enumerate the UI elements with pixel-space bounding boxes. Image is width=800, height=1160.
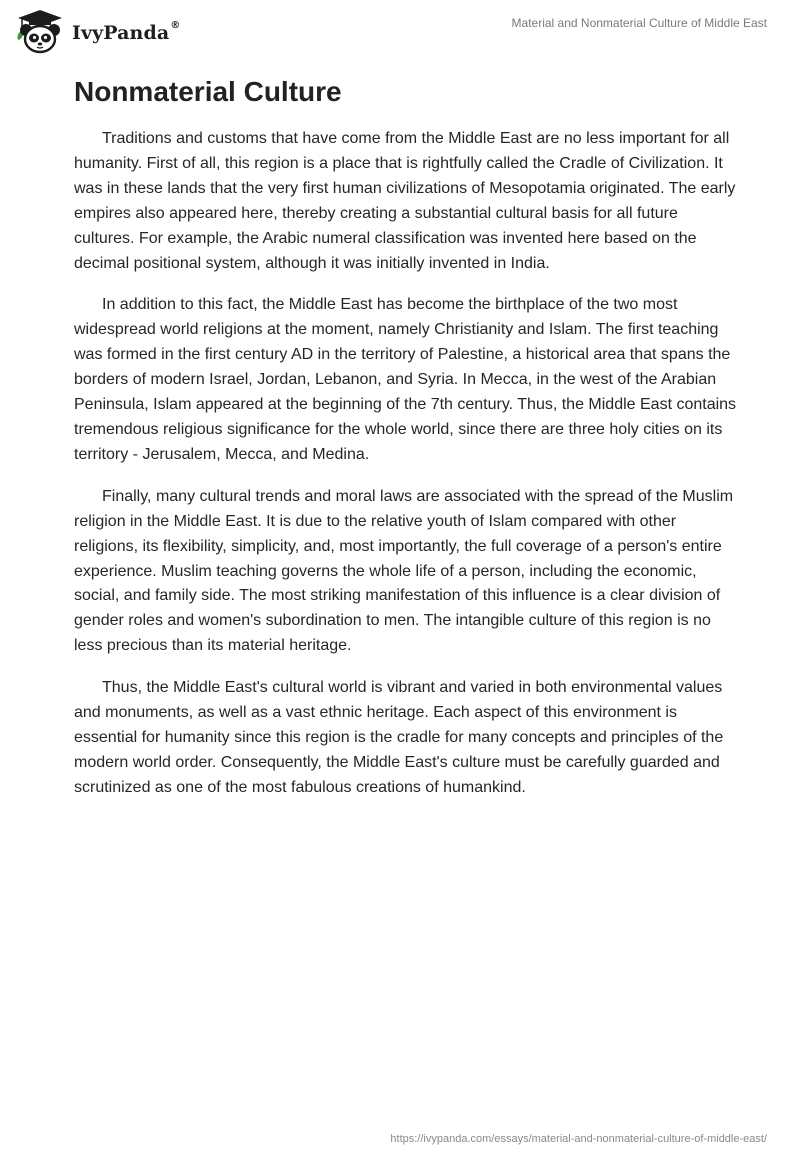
section-heading: Nonmaterial Culture	[74, 76, 342, 107]
document-title: Material and Nonmaterial Culture of Middle East	[511, 16, 767, 30]
panda-graduate-icon	[14, 8, 66, 56]
registered-mark: ®	[170, 20, 181, 31]
paragraph-4: Thus, the Middle East's cultural world is vibrant and varied in both environmental values and monuments, as well as a vast ethnic heritage. Each aspect of this environment is essential for humanity since this region is the cradle for many concepts and principles of the modern world order. Consequently, the Middle East's culture must be carefully guarded and scrutinized as one of the most fabulous creations of humankind.	[74, 679, 724, 796]
brand-name: IvyPanda®	[72, 20, 181, 44]
paragraph-1: Traditions and customs that have come from the Middle East are no less important for all humanity. First of all, this region is a place that is rightfully called the Cradle of Civilization. It was in these lands that the very first human civilizations of Mesopotamia originated. The early empires also appeared here, thereby creating a substantial cultural basis for all future cultures. For example, the Arabic numeral classification was invented here based on the decimal positional system, although it was initially invented in India.	[74, 130, 736, 272]
paragraph-2: In addition to this fact, the Middle East has become the birthplace of the two most widespread world religions at the moment, namely Christianity and Islam. The first teaching was formed in the first century AD in the territory of Palestine, a historical area that spans the borders of modern Israel, Jordan, Lebanon, and Syria. In Mecca, in the west of the Arabian Peninsula, Islam appeared at the beginning of the 7th century. Thus, the Middle East contains tremendous religious significance for the whole world, since there are three holy cities on its territory - Jerusalem, Mecca, and Medina.	[74, 296, 737, 463]
page-header	[0, 0, 800, 68]
brand-logo[interactable]	[14, 8, 180, 56]
source-url[interactable]: https://ivypanda.com/essays/material-and-nonmaterial-culture-of-middle-east/	[390, 1133, 767, 1145]
article-body	[74, 74, 738, 818]
paragraph-3: Finally, many cultural trends and moral laws are associated with the spread of the Muslim religion in the Middle East. It is due to the relative youth of Islam compared with other religions, its flexibility, simplicity, and, most importantly, the full coverage of a person's entire experience. Muslim teaching governs the whole life of a person, including the economic, social, and family side. The most striking manifestation of this influence is a clear division of gender roles and women's subordination to men. The intangible culture of this region is no less precious than its material heritage.	[74, 487, 734, 655]
